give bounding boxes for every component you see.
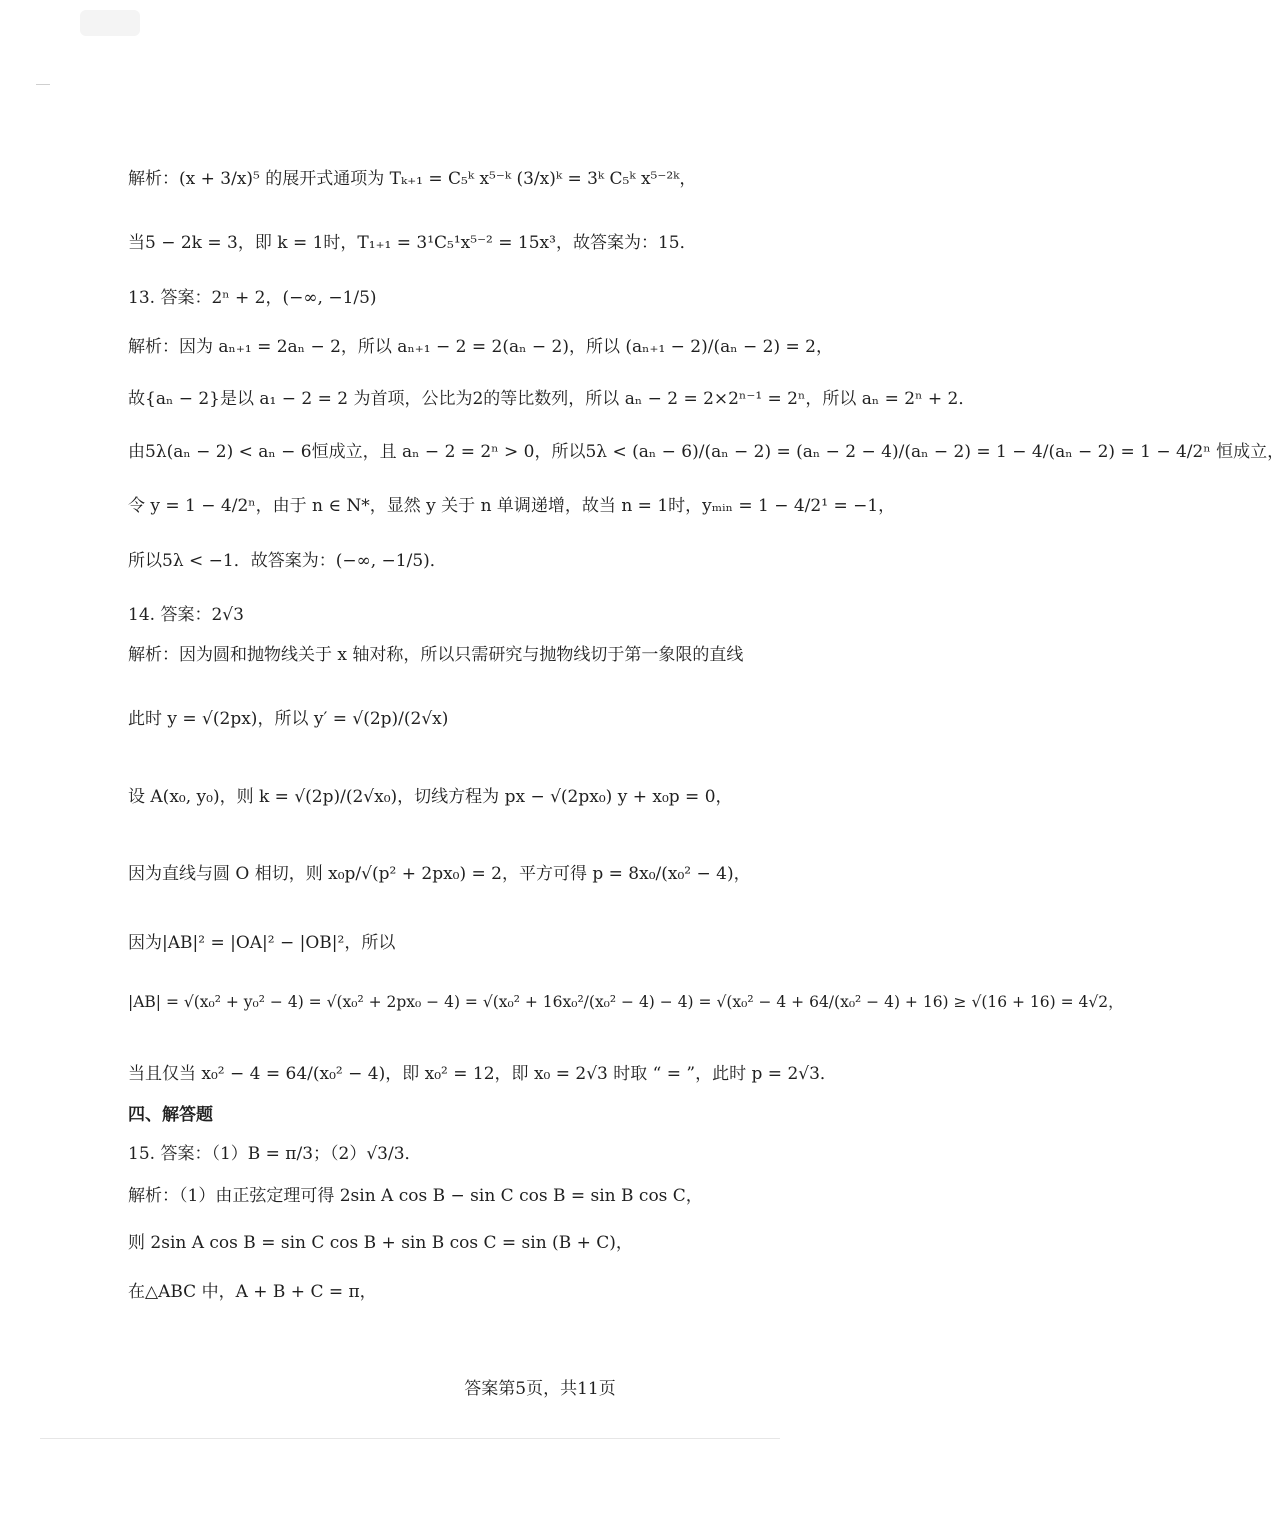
section-heading: 四、解答题 [128, 1105, 213, 1125]
solution-line: |AB| = √(x₀² + y₀² − 4) = √(x₀² + 2px₀ − 4) = √(x₀² + 16x₀²/(x₀² − 4) − 4) = √(x₀² − 4 + 64/(x₀² − 4) + 16) ≥ √(16 + 16) = 4√2， [128, 993, 1124, 1011]
solution-line: 故{aₙ − 2}是以 a₁ − 2 = 2 为首项，公比为2的等比数列，所以 aₙ − 2 = 2×2ⁿ⁻¹ = 2ⁿ，所以 aₙ = 2ⁿ + 2． [128, 389, 976, 409]
answer-15: 15. 答案：（1）B = π/3；（2）√3/3． [128, 1144, 422, 1164]
answer-14: 14. 答案：2√3 [128, 605, 244, 625]
solution-line: 由5λ(aₙ − 2) < aₙ − 6恒成立，且 aₙ − 2 = 2ⁿ > 0，所以5λ < (aₙ − 6)/(aₙ − 2) = (aₙ − 2 − 4)/(aₙ − 2) = 1 − 4/(aₙ − 2) = 1 − 4/2ⁿ 恒成立， [128, 442, 1284, 462]
solution-line: 解析：（1）由正弦定理可得 2sin A cos B − sin C cos B = sin B cos C， [128, 1186, 703, 1206]
solution-line: 所以5λ < −1．故答案为：(−∞, −1/5)． [128, 551, 447, 571]
page-divider [40, 1438, 780, 1439]
solution-line: 解析：因为 aₙ₊₁ = 2aₙ − 2，所以 aₙ₊₁ − 2 = 2(aₙ − 2)，所以 (aₙ₊₁ − 2)/(aₙ − 2) = 2， [128, 337, 833, 357]
solution-line: 解析：因为圆和抛物线关于 x 轴对称，所以只需研究与抛物线切于第一象限的直线 [128, 645, 744, 665]
solution-line: 在△ABC 中，A + B + C = π， [128, 1282, 377, 1302]
solution-line: 当且仅当 x₀² − 4 = 64/(x₀² − 4)，即 x₀² = 12，即 x₀ = 2√3 时取 “ = ”，此时 p = 2√3． [128, 1064, 837, 1084]
scan-smudge [80, 10, 140, 36]
solution-line: 因为|AB|² = |OA|² − |OB|²，所以 [128, 933, 396, 953]
page-footer: 答案第5页，共11页 [464, 1379, 616, 1399]
solution-line: 则 2sin A cos B = sin C cos B + sin B cos C = sin (B + C)， [128, 1233, 633, 1253]
solution-line: 设 A(x₀, y₀)，则 k = √(2p)/(2√x₀)，切线方程为 px − √(2px₀) y + x₀p = 0， [128, 787, 733, 807]
solution-line: 此时 y = √(2px)，所以 y′ = √(2p)/(2√x) [128, 709, 449, 729]
scan-mark [36, 84, 50, 85]
solution-line: 因为直线与圆 O 相切，则 x₀p/√(p² + 2px₀) = 2，平方可得 p = 8x₀/(x₀² − 4)， [128, 864, 751, 884]
solution-line: 令 y = 1 − 4/2ⁿ，由于 n ∈ N*，显然 y 关于 n 单调递增，故当 n = 1时，yₘᵢₙ = 1 − 4/2¹ = −1， [128, 496, 896, 516]
solution-line: 解析：(x + 3/x)⁵ 的展开式通项为 Tₖ₊₁ = C₅ᵏ x⁵⁻ᵏ (3/x)ᵏ = 3ᵏ C₅ᵏ x⁵⁻²ᵏ， [128, 169, 697, 189]
solution-line: 当5 − 2k = 3，即 k = 1时，T₁₊₁ = 3¹C₅¹x⁵⁻² = 15x³，故答案为：15． [128, 233, 697, 253]
answer-13: 13. 答案：2ⁿ + 2，(−∞, −1/5) [128, 288, 377, 308]
